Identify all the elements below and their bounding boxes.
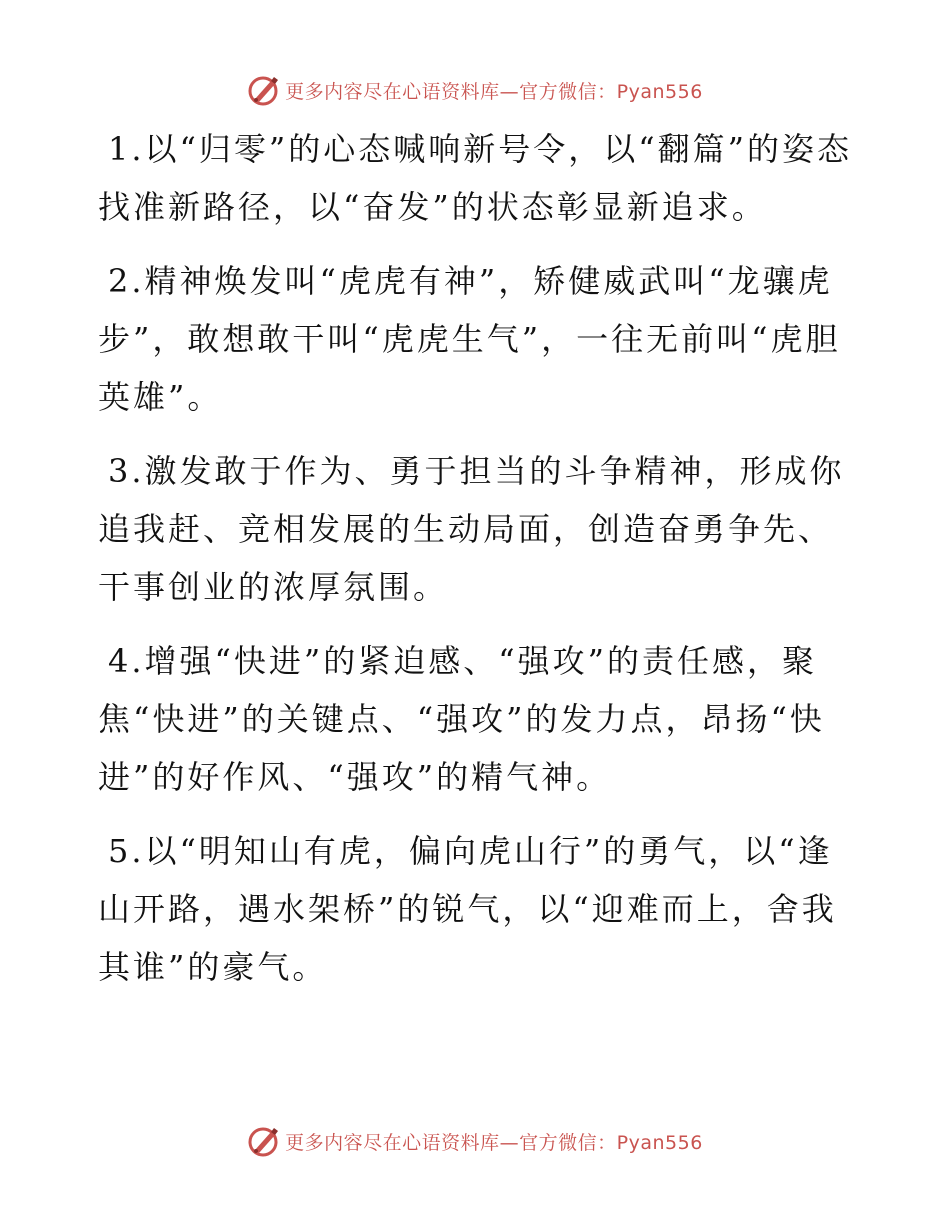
paragraph-2 xyxy=(98,252,858,426)
paragraph-5 xyxy=(98,822,858,996)
paragraph-number: 2. xyxy=(108,262,145,300)
paragraph-number: 4. xyxy=(108,642,145,680)
paragraph-text: 增强“快进”的紧迫感、“强攻”的责任感，聚焦“快进”的关键点、“强攻”的发力点，昂扬“快进”的好作风、“强攻”的精气神。 xyxy=(98,642,825,796)
pen-logo-icon xyxy=(247,1124,281,1158)
header-watermark xyxy=(0,70,950,110)
paragraph-text: 激发敢于作为、勇于担当的斗争精神，形成你追我赶、竞相发展的生动局面，创造奋勇争先、干事创业的浓厚氛围。 xyxy=(98,452,845,606)
document-body xyxy=(98,120,858,1012)
pen-logo-icon xyxy=(247,73,281,107)
watermark-text: 更多内容尽在心语资料库—官方微信：Pyan556 xyxy=(285,1131,703,1154)
paragraph-number: 1. xyxy=(108,130,145,168)
paragraph-number: 3. xyxy=(108,452,145,490)
watermark-text: 更多内容尽在心语资料库—官方微信：Pyan556 xyxy=(285,80,703,103)
paragraph-3 xyxy=(98,442,858,616)
paragraph-4 xyxy=(98,632,858,806)
paragraph-number: 5. xyxy=(108,832,145,870)
paragraph-text: 以“归零”的心态喊响新号令，以“翻篇”的姿态找准新路径，以“奋发”的状态彰显新追求。 xyxy=(98,130,852,226)
footer-watermark xyxy=(0,1121,950,1161)
paragraph-text: 以“明知山有虎，偏向虎山行”的勇气，以“逢山开路，遇水架桥”的锐气，以“迎难而上，舍我其谁”的豪气。 xyxy=(98,832,837,986)
paragraph-text: 精神焕发叫“虎虎有神”，矫健威武叫“龙骧虎步”，敢想敢干叫“虎虎生气”，一往无前叫“虎胆英雄”。 xyxy=(98,262,841,416)
paragraph-1 xyxy=(98,120,858,236)
